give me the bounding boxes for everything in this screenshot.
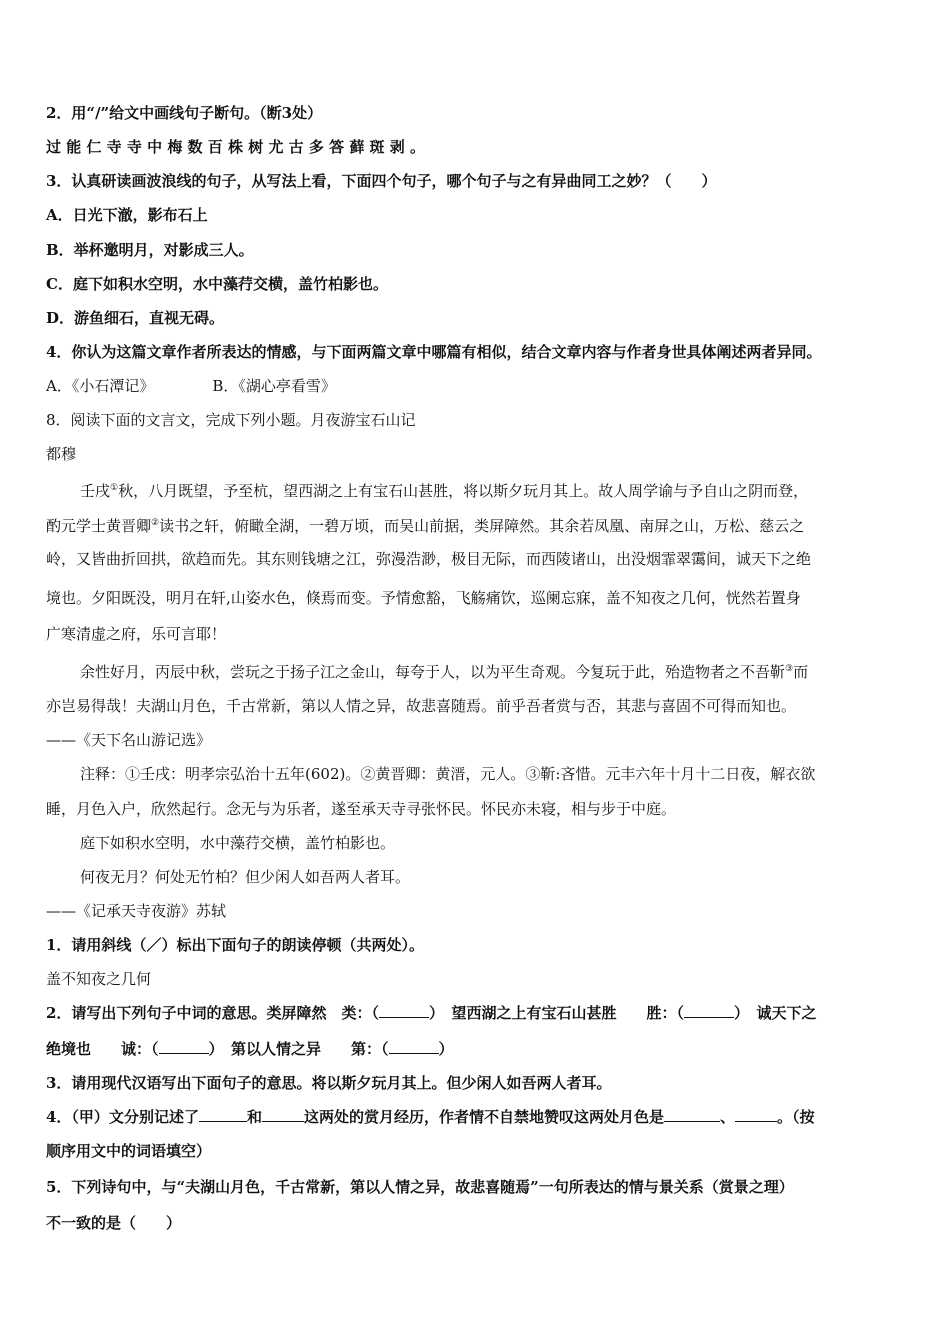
poem-line-2: 何夜无月？何处无竹柏？但少闲人如吾两人者耳。 [80,868,411,886]
notes-line-1: 注释：①壬戌：明孝宗弘治十五年(602)。②黄晋卿：黄溍，元人。③靳:吝惜。元丰六年十月十二日夜，解衣欲 [80,765,816,783]
passage-source: ——《天下名山游记选》 [46,731,212,749]
sub-question-2-line-1: 2．请写出下列句子中词的意思。类屏障然 类：（ ） 望西湖之上有宝石山甚胜 胜：（ ） 诚天下之 [46,1004,817,1022]
sub-question-4-line-2: 顺序用文中的词语填空） [46,1142,212,1160]
sub-question-1-sentence: 盖不知夜之几何 [46,970,152,988]
answer-blank[interactable] [379,1003,429,1018]
answer-blank[interactable] [262,1107,304,1122]
sub-question-4-line-1: 4．（甲）文分别记述了 和 这两处的赏月经历，作者情不自禁地赞叹这两处月色是 、 。（按 [46,1108,815,1126]
passage-paragraph-1-line-5: 广寒清虚之府，乐可言耶！ [46,625,227,643]
passage-paragraph-1-line-4: 境也。夕阳既没，明月在轩,山姿水色，倏焉而变。予情愈豁，飞觞痛饮，巡阑忘寐，盖不知夜之几何，恍然若置身 [46,589,801,607]
question-2-title: 2．用“/”给文中画线句子断句。（断3处） [46,104,323,122]
option-b-text: B．《湖心亭看雪》 [212,377,336,395]
passage-paragraph-1-line-1: 壬戌①秋，八月既望，予至杭，望西湖之上有宝石山甚胜，将以斯夕玩月其上。故人周学谕与予自山之阴而登， [80,482,809,500]
option-a-text: A．《小石潭记》 [46,377,155,395]
sub-question-5-line-2: 不一致的是（ ） [46,1214,182,1232]
answer-blank[interactable] [684,1003,734,1018]
answer-blank[interactable] [159,1039,209,1054]
answer-blank[interactable] [199,1107,247,1122]
question-2-sentence: 过 能 仁 寺 寺 中 梅 数 百 株 树 尤 古 多 答 藓 斑 剥 。 [46,138,426,156]
footnote-marker: ① [110,483,119,493]
option-d: D．游鱼细石，直视无碍。 [46,309,225,327]
footnote-marker: ③ [785,664,794,674]
poem-source: ——《记承天寺夜游》苏轼 [46,902,227,920]
footnote-marker: ② [151,518,160,528]
author-name: 都穆 [46,445,77,463]
sub-question-5-line-1: 5．下列诗句中，与“夫湖山月色，千古常新，第以人情之异，故悲喜随焉”一句所表达的情与景关系（赏景之理） [46,1178,794,1196]
passage-paragraph-2-line-1: 余性好月，丙辰中秋，尝玩之于扬子江之金山，每夸于人，以为平生奇观。今复玩于此，殆造物者之不吾靳③而 [80,663,809,681]
question-4-title: 4．你认为这篇文章作者所表达的情感，与下面两篇文章中哪篇有相似，结合文章内容与作者身世具体阐述两者异同。 [46,343,822,361]
sub-question-1: 1．请用斜线（／）标出下面句子的朗读停顿（共两处）。 [46,936,424,954]
answer-blank[interactable] [735,1107,777,1122]
passage-paragraph-2-line-2: 亦岂易得哉！夫湖山月色，千古常新，第以人情之异，故悲喜随焉。前乎吾者赏与否，其悲与喜固不可得而知也。 [46,697,797,715]
sub-question-2-line-2: 绝境也 诚：（ ） 第以人情之异 第：（ ） [46,1040,454,1058]
answer-blank[interactable] [389,1039,439,1054]
section-8-title: 8．阅读下面的文言文，完成下列小题。月夜游宝石山记 [46,411,416,429]
poem-line-1: 庭下如积水空明，水中藻荇交横，盖竹柏影也。 [80,834,396,852]
answer-blank[interactable] [664,1107,720,1122]
notes-line-2: 睡，月色入户，欣然起行。念无与为乐者，遂至承天寺寻张怀民。怀民亦未寝，相与步于中庭。 [46,800,677,818]
passage-paragraph-1-line-3: 岭，又皆曲折回拱，欲趋而先。其东则钱塘之江，弥漫浩渺，极目无际，而西陵诸山，出没烟霏翠霭间，诚天下之绝 [46,550,812,568]
question-4-options [46,376,336,396]
question-3-title: 3．认真研读画波浪线的句子，从写法上看，下面四个句子，哪个句子与之有异曲同工之妙？（ ） [46,172,717,190]
passage-paragraph-1-line-2: 酌元学士黄晋卿②读书之轩，俯瞰全湖，一碧万顷，而吴山前据，类屏障然。其余若凤凰、南屏之山，万松、慈云之 [46,517,805,535]
option-b: B．举杯邀明月，对影成三人。 [46,241,254,259]
option-c: C．庭下如积水空明，水中藻荇交横，盖竹柏影也。 [46,275,388,293]
sub-question-3: 3．请用现代汉语写出下面句子的意思。将以斯夕玩月其上。但少闲人如吾两人者耳。 [46,1074,612,1092]
option-a: A．日光下澈，影布石上 [46,206,208,224]
